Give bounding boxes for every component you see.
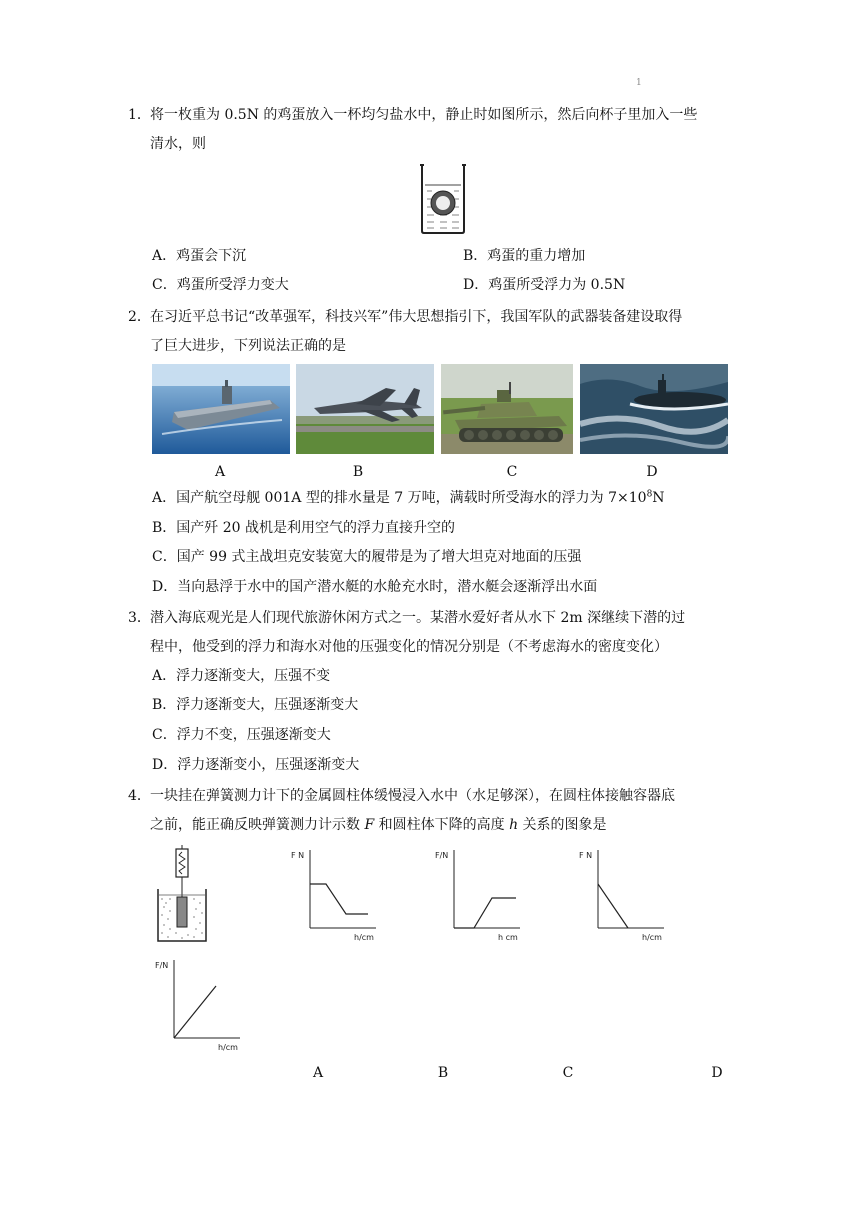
option-b: B．浮力逐渐变大，压强逐渐变大 [152, 697, 359, 713]
question-number: 3． [128, 610, 151, 626]
option-a-text: A．国产航空母舰 001A 型的排水量是 7 万吨，满载时所受海水的浮力为 7×10 [152, 490, 647, 506]
option-d: D．当向悬浮于水中的国产潜水艇的水舱充水时，潜水艇会逐渐浮出水面 [152, 579, 598, 595]
question-number: 1． [128, 107, 151, 123]
option-c: C．浮力不变，压强逐渐变大 [152, 727, 331, 743]
question-text-line2: 清水，则 [150, 136, 206, 152]
graph-caption-c: C [562, 1065, 574, 1081]
graph-a-x-label: h/cm [354, 933, 374, 942]
option-a-exponent: 8 [646, 489, 653, 500]
graph-c-y-label: F N [579, 851, 593, 860]
option-b: B．国产歼 20 战机是利用空气的浮力直接升空的 [152, 520, 456, 536]
question-number: 2． [128, 309, 151, 325]
graph-a [288, 846, 380, 944]
photo-caption-b: B [352, 464, 364, 480]
beaker-egg-figure [418, 163, 468, 235]
graph-caption-a: A [312, 1065, 324, 1081]
graph-a-y-label: F N [291, 851, 305, 860]
graph-d-y-label: F/N [155, 961, 169, 970]
question-text-line1: 潜入海底观光是人们现代旅游休闲方式之一。某潜水爱好者从水下 2m 深继续下潜的过 [150, 610, 686, 626]
question-text-line1: 一块挂在弹簧测力计下的金属圆柱体缓慢浸入水中（水足够深），在圆柱体接触容器底 [150, 788, 675, 804]
spring-scale-apparatus-figure [156, 845, 208, 943]
question-text-line2: 了巨大进步，下列说法正确的是 [150, 338, 346, 354]
graph-b-y-label: F/N [435, 851, 449, 860]
question-text-line2: 程中，他受到的浮力和海水对他的压强变化的情况分别是（不考虑海水的密度变化） [150, 639, 668, 655]
photo-caption-d: D [646, 464, 658, 480]
text-segment: 和圆柱体下降的高度 [374, 817, 510, 833]
graph-b-x-label: h cm [498, 933, 518, 942]
graph-c [576, 846, 668, 944]
fighter-jet-photo [296, 364, 434, 454]
option-a: A．鸡蛋会下沉 [152, 248, 247, 264]
graph-b [432, 846, 524, 944]
option-d: D．浮力逐渐变小，压强逐渐变大 [152, 757, 360, 773]
submarine-photo [580, 364, 728, 454]
option-a-unit: N [652, 490, 665, 506]
variable-h: h [509, 817, 519, 833]
graph-d-x-label: h/cm [218, 1043, 238, 1052]
option-b: B．鸡蛋的重力增加 [463, 248, 586, 264]
text-segment: 关系的图象是 [518, 817, 607, 833]
photo-caption-a: A [214, 464, 226, 480]
option-a [152, 488, 665, 508]
question-text-line1: 将一枚重为 0.5N 的鸡蛋放入一杯均匀盐水中，静止时如图所示，然后向杯子里加入一些 [150, 107, 698, 123]
option-d: D．鸡蛋所受浮力为 0.5N [463, 277, 626, 293]
page-mark: 1 [636, 78, 642, 88]
tank-photo [441, 364, 573, 454]
graph-c-x-label: h/cm [642, 933, 662, 942]
text-segment: 之前，能正确反映弹簧测力计示数 [150, 817, 365, 833]
photo-caption-c: C [506, 464, 518, 480]
graph-d [152, 956, 244, 1054]
option-c: C．鸡蛋所受浮力变大 [152, 277, 289, 293]
question-text-line1: 在习近平总书记“改革强军，科技兴军”伟大思想指引下，我国军队的武器装备建设取得 [150, 309, 683, 325]
question-text-line2 [150, 815, 607, 835]
graph-caption-b: B [437, 1065, 449, 1081]
variable-f: F [364, 817, 375, 833]
option-c: C．国产 99 式主战坦克安装宽大的履带是为了增大坦克对地面的压强 [152, 549, 582, 565]
graph-caption-d: D [711, 1065, 723, 1081]
aircraft-carrier-photo [152, 364, 290, 454]
question-number: 4． [128, 788, 151, 804]
option-a: A．浮力逐渐变大，压强不变 [152, 668, 331, 684]
